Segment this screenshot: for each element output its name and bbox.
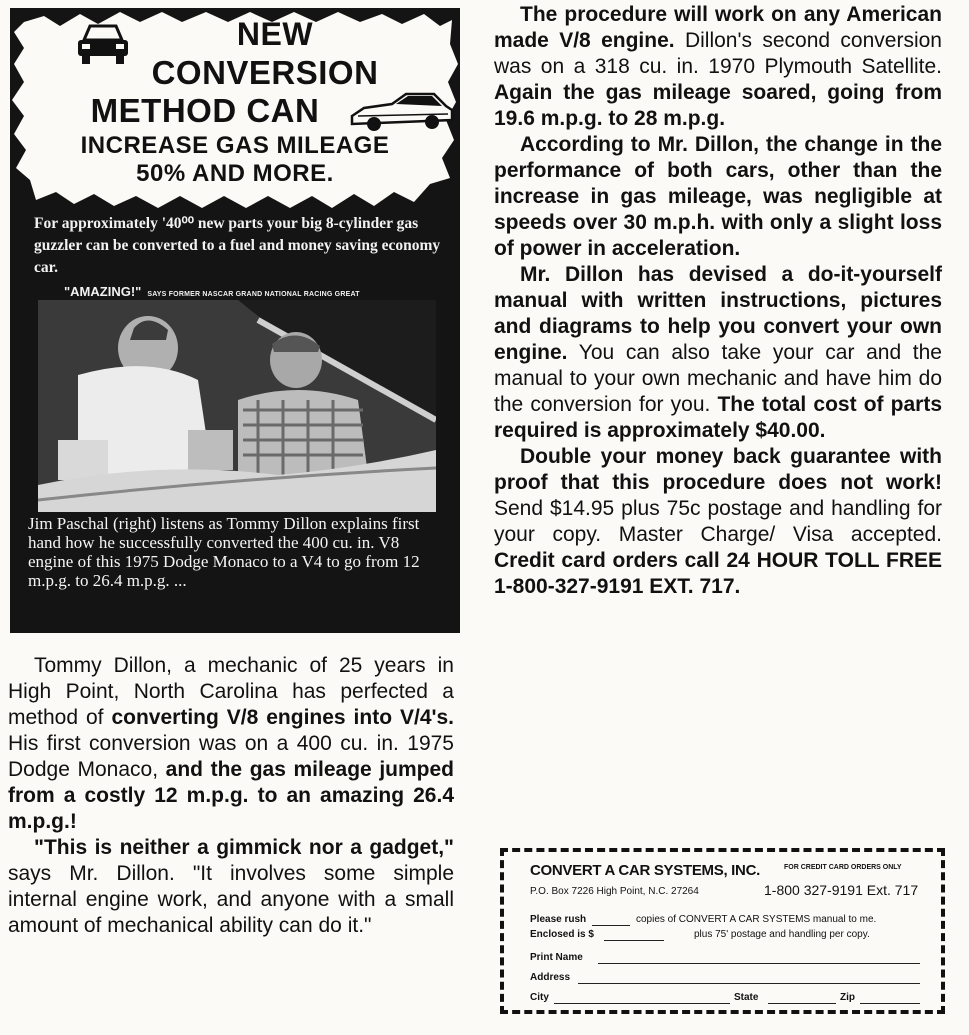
left-paragraph-2: "This is neither a gimmick nor a gadget," says Mr. Dillon. "It involves some simple internal engine work, and anyone with a small amount of mechanical ability can do it."	[8, 836, 454, 937]
right-paragraph-4: Double your money back guarantee with proof that this procedure does not work! Send $14.95 plus 75c postage and handling for your copy. Master Charge/ Visa accepted. Credit card orders call 24 HOUR TOLL FREE 1-800-327-9191 EXT. 717.	[494, 445, 942, 598]
right-column-text	[494, 2, 942, 600]
zip-label: Zip	[840, 992, 855, 1003]
print-name-label: Print Name	[530, 952, 583, 963]
coupon-phone: 1-800 327-9191 Ext. 717	[764, 882, 919, 898]
copies-field[interactable]	[592, 925, 630, 926]
order-coupon	[500, 848, 945, 1014]
headline-line-3: METHOD CAN	[90, 92, 320, 129]
zip-field[interactable]	[860, 1003, 920, 1004]
photo-caption: Jim Paschal (right) listens as Tommy Dillon explains first hand how he successfully converted the 400 cu. in. V8 engine of this 1975 Dodge Monaco to a V4 to go from 12 m.p.g. to 26.4 m.p.g. ...	[28, 514, 420, 590]
left-paragraph-1: Tommy Dillon, a mechanic of 25 years in High Point, North Carolina has perfected a method of converting V/8 engines into V/4's. His first conversion was on a 400 cu. in. 1975 Dodge Monaco, and the gas mileage jumped from a costly 12 m.p.g. to an amazing 26.4 m.p.g.!	[8, 654, 454, 833]
coupon-company: CONVERT A CAR SYSTEMS, INC.	[530, 862, 760, 879]
coupon-copies-of: copies of CONVERT A CAR SYSTEMS manual to me.	[636, 914, 877, 925]
coupon-address: P.O. Box 7226 High Point, N.C. 27264	[530, 886, 699, 897]
headline-line-1: NEW	[236, 16, 314, 52]
coupon-please-rush: Please rush	[530, 914, 587, 925]
headline-line-4: INCREASE GAS MILEAGE	[80, 132, 390, 159]
coupon-cc-note: FOR CREDIT CARD ORDERS ONLY	[784, 864, 902, 871]
right-paragraph-3: Mr. Dillon has devised a do-it-yourself manual with written instructions, pictures and diagrams to help you convert your own engine. You can also take your car and the manual to your own mechanic and have him do the conversion for you. The total cost of parts required is approximately $40.00.	[494, 263, 942, 442]
coupon-plus-postage: plus 75' postage and handling per copy.	[694, 929, 870, 940]
ad-intro: For approximately '40⁰⁰ new parts your big 8-cylinder gas guzzler can be converted to a fuel and money saving economy car.	[34, 215, 441, 276]
print-name-field[interactable]	[598, 963, 920, 964]
coupon-enclosed: Enclosed is $	[530, 929, 594, 940]
city-label: City	[530, 992, 549, 1003]
amazing-attribution: SAYS FORMER NASCAR GRAND NATIONAL RACING GREAT	[147, 291, 360, 298]
ad-box	[10, 8, 460, 633]
state-field[interactable]	[768, 1003, 836, 1004]
left-column-text	[8, 653, 454, 939]
headline-line-2: CONVERSION	[151, 54, 379, 91]
photo-mechanics	[38, 300, 436, 512]
address-field[interactable]	[578, 983, 920, 984]
amazing-text: "AMAZING!"	[64, 284, 142, 299]
address-label: Address	[530, 972, 571, 983]
state-label: State	[734, 992, 759, 1003]
right-paragraph-1: The procedure will work on any American made V/8 engine. Dillon's second conversion was on a 318 cu. in. 1970 Plymouth Satellite. Again the gas mileage soared, going from 19.6 m.p.g. to 28 m.p.g.	[494, 3, 942, 130]
right-paragraph-2: According to Mr. Dillon, the change in the performance of both cars, other than the increase in gas mileage, was negligible at speeds over 30 m.p.h. with only a slight loss of power in acceleration.	[494, 133, 942, 260]
amazing-quote	[64, 284, 464, 299]
headline-line-5: 50% AND MORE.	[136, 160, 334, 187]
amount-field[interactable]	[604, 940, 664, 941]
city-field[interactable]	[554, 1003, 730, 1004]
